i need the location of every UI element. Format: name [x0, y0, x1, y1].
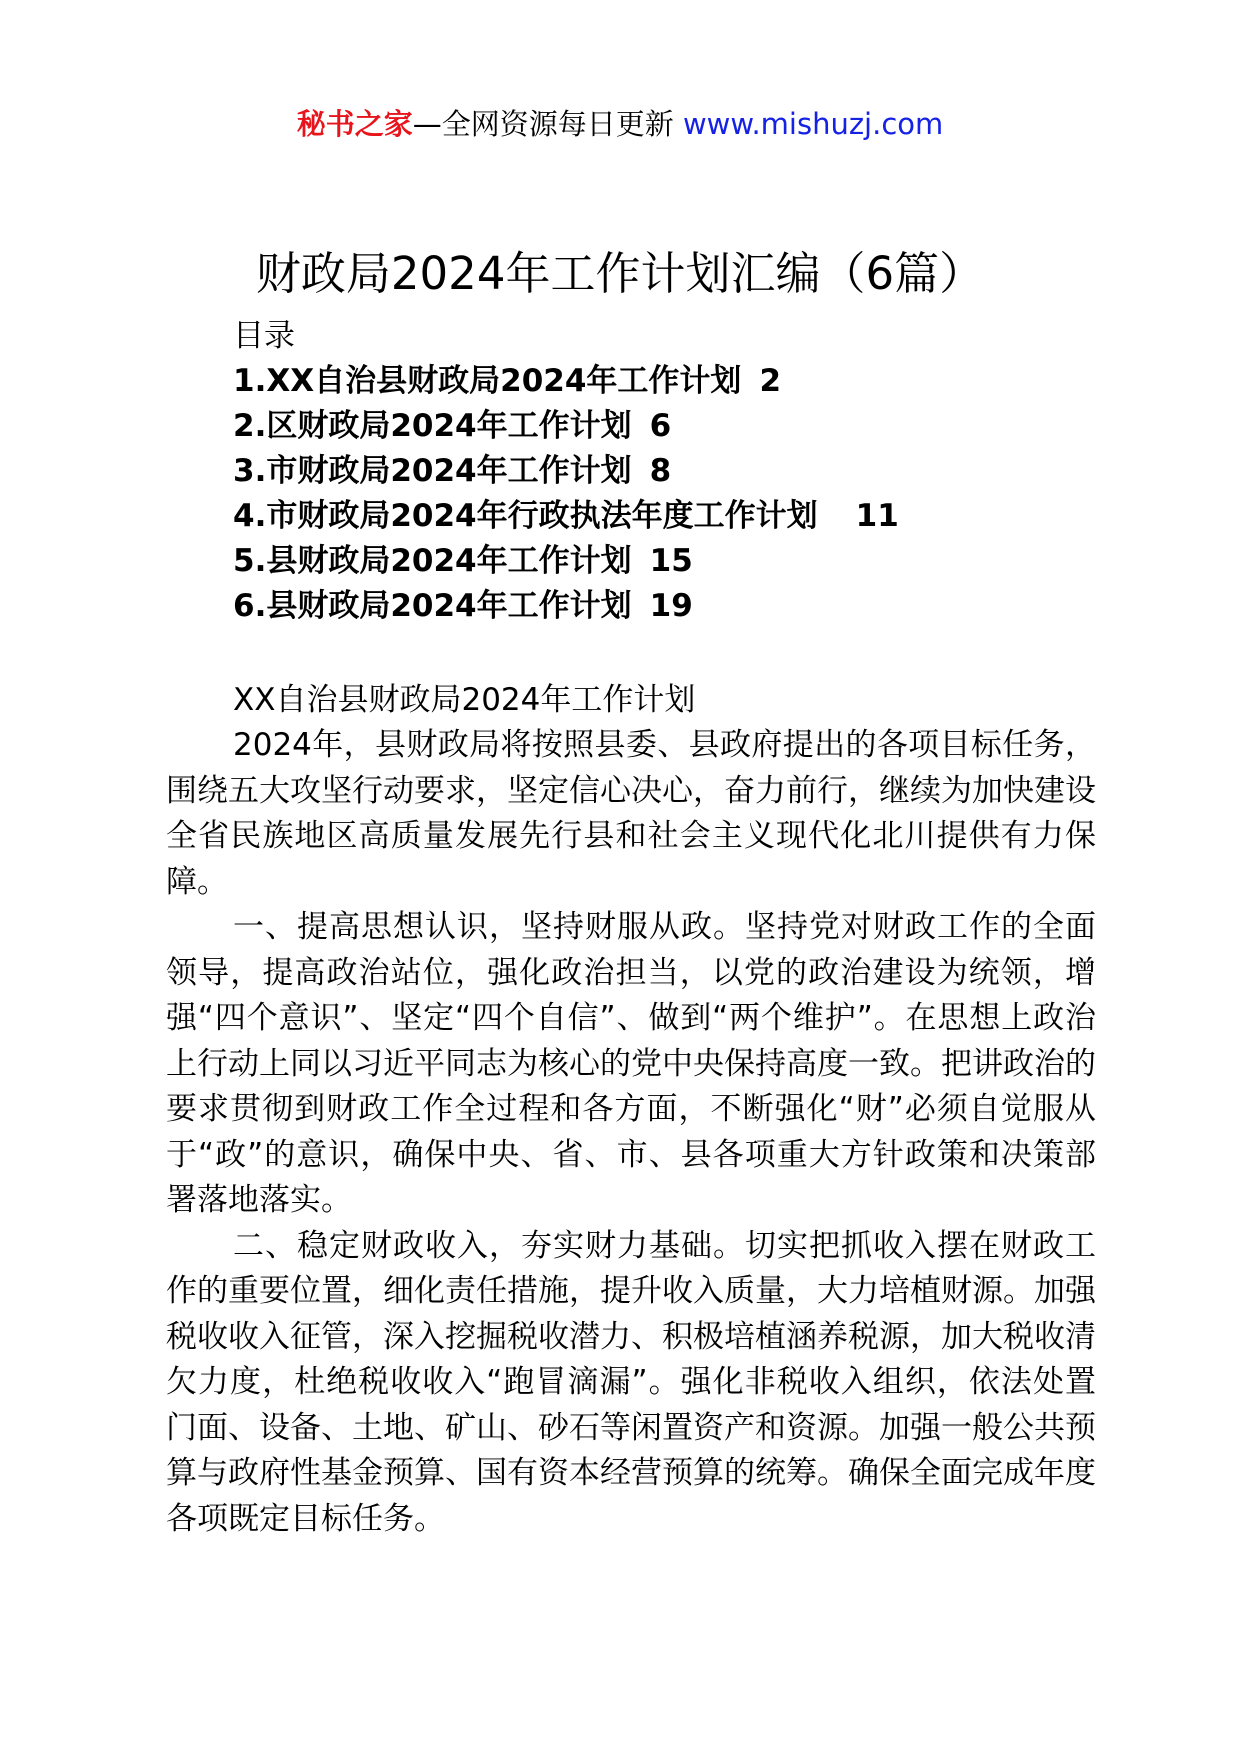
- table-of-contents: [233, 315, 1133, 629]
- site-slogan: —全网资源每日更新: [412, 107, 683, 141]
- toc-item[interactable]: [233, 584, 1133, 629]
- toc-list: [233, 359, 1133, 629]
- toc-item-page: 8: [649, 453, 672, 489]
- toc-item-page: 15: [649, 543, 693, 579]
- toc-item-label: 2.区财政局2024年工作计划: [233, 408, 632, 444]
- toc-item-label: 3.市财政局2024年工作计划: [233, 453, 632, 489]
- toc-item-label: 1.XX自治县财政局2024年工作计划: [233, 363, 742, 399]
- site-brand: 秘书之家: [296, 107, 413, 141]
- toc-item[interactable]: [233, 494, 1133, 539]
- toc-item-label: 6.县财政局2024年工作计划: [233, 588, 632, 624]
- toc-item-label: 5.县财政局2024年工作计划: [233, 543, 632, 579]
- toc-item-page: 11: [855, 498, 899, 534]
- toc-item-label: 4.市财政局2024年行政执法年度工作计划: [233, 498, 818, 534]
- toc-item[interactable]: [233, 359, 1133, 404]
- site-url-link[interactable]: www.mishuzj.com: [682, 107, 944, 141]
- body-paragraph: 一、提高思想认识，坚持财服从政。坚持党对财政工作的全面领导，提高政治站位，强化政治担当，以党的政治建设为统领，增强“四个意识”、坚定“四个自信”、做到“两个维护”。在思想上政治上行动上同以习近平同志为核心的党中央保持高度一致。把讲政治的要求贯彻到财政工作全过程和各方面，不断强化“财”必须自觉服从于“政”的意识，确保中央、省、市、县各项重大方针政策和决策部署落地落实。: [166, 909, 1096, 1218]
- toc-item-page: 6: [649, 408, 672, 444]
- document-body: [166, 678, 1096, 1542]
- toc-item[interactable]: [233, 539, 1133, 584]
- toc-item[interactable]: [233, 449, 1133, 494]
- section-title: XX自治县财政局2024年工作计划: [233, 682, 696, 718]
- body-paragraph: 二、稳定财政收入，夯实财力基础。切实把抓收入摆在财政工作的重要位置，细化责任措施，提升收入质量，大力培植财源。加强税收收入征管，深入挖掘税收潜力、积极培植涵养税源，加大税收清欠力度，杜绝税收收入“跑冒滴漏”。强化非税收入组织，依法处置门面、设备、土地、矿山、砂石等闲置资产和资源。加强一般公共预算与政府性基金预算、国有资本经营预算的统筹。确保全面完成年度各项既定目标任务。: [166, 1227, 1096, 1537]
- toc-heading: 目录: [233, 318, 295, 354]
- page-title: 财政局2024年工作计划汇编（6篇）: [255, 247, 985, 300]
- toc-item-page: 2: [759, 363, 782, 399]
- toc-item-page: 19: [649, 588, 693, 624]
- toc-item[interactable]: [233, 404, 1133, 449]
- body-paragraph: 2024年，县财政局将按照县委、县政府提出的各项目标任务，围绕五大攻坚行动要求，坚定信心决心，奋力前行，继续为加快建设全省民族地区高质量发展先行县和社会主义现代化北川提供有力保障。: [166, 727, 1096, 900]
- site-header: [0, 102, 1240, 146]
